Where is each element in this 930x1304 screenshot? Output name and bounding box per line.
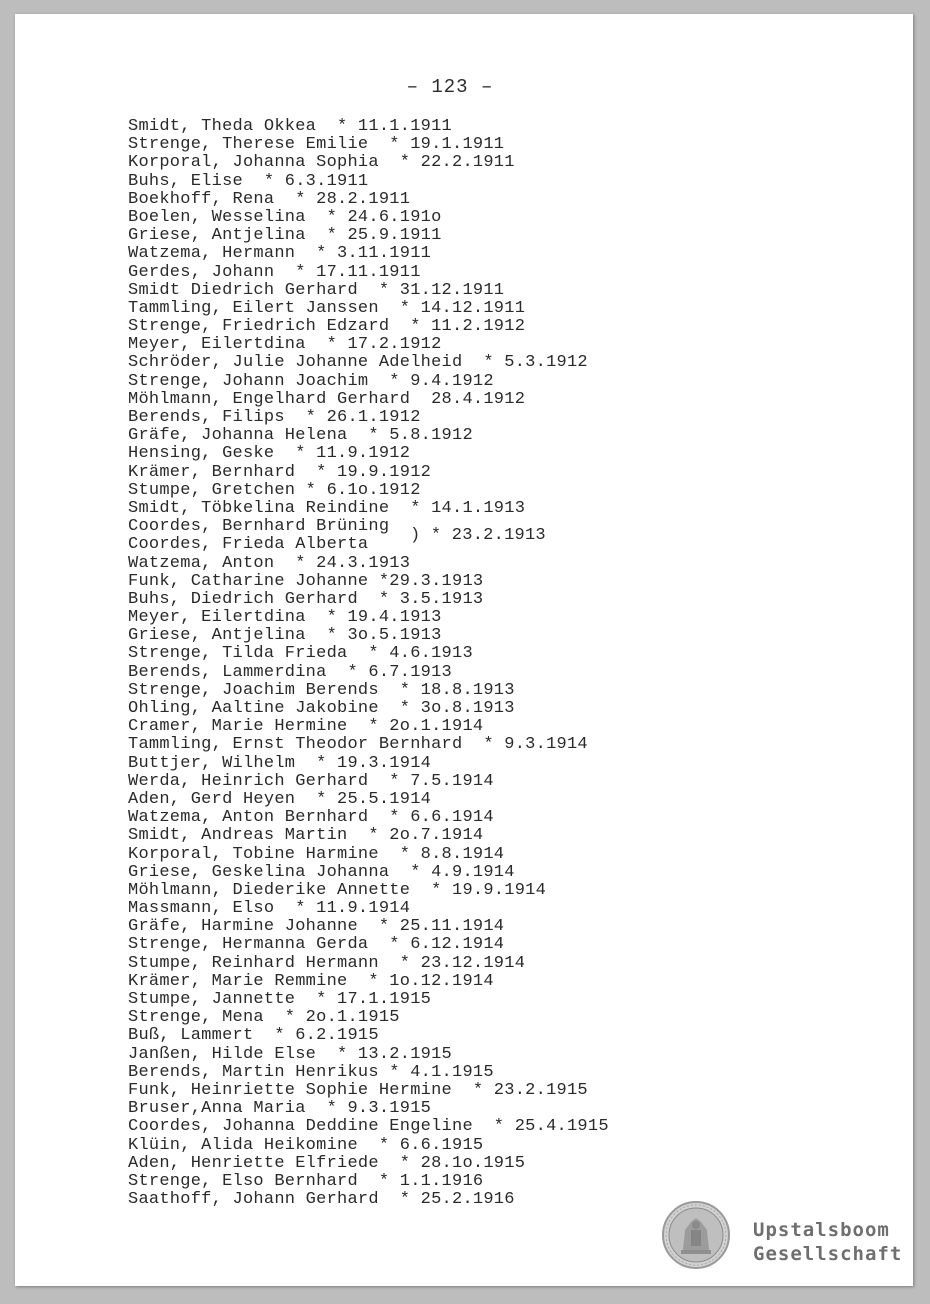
register-entry: Griese, Geskelina Johanna * 4.9.1914 (128, 862, 515, 882)
register-entry: Bruser,Anna Maria * 9.3.1915 (128, 1099, 432, 1119)
society-name (753, 1218, 902, 1266)
register-entry: Saathoff, Johann Gerhard * 25.2.1916 (128, 1190, 515, 1210)
register-entry: Aden, Henriette Elfriede * 28.1o.1915 (128, 1153, 526, 1173)
register-entry: Tammling, Ernst Theodor Bernhard * 9.3.1914 (128, 735, 588, 755)
register-entry: Gräfe, Johanna Helena * 5.8.1912 (128, 426, 473, 446)
register-entry: Ohling, Aaltine Jakobine * 3o.8.1913 (128, 699, 515, 718)
twin-birth-date-note: ) * 23.2.1913 (410, 526, 546, 545)
register-entry: Strenge, Tilda Frieda * 4.6.1913 (128, 644, 473, 664)
society-name-line1: Upstalsboom (753, 1219, 890, 1241)
document-page (15, 14, 913, 1286)
register-entry: Cramer, Marie Hermine * 2o.1.1914 (128, 717, 484, 737)
register-entry: Smidt, Theda Okkea * 11.1.1911 (128, 117, 453, 136)
register-entry: Aden, Gerd Heyen * 25.5.1914 (128, 789, 432, 809)
register-entry: Krämer, Bernhard * 19.9.1912 (128, 462, 432, 482)
register-entry: Strenge, Elso Bernhard * 1.1.1916 (128, 1171, 484, 1191)
page-number: – 123 – (406, 76, 494, 98)
register-entry: Watzema, Anton Bernhard * 6.6.1914 (128, 808, 494, 828)
register-entry: Werda, Heinrich Gerhard * 7.5.1914 (128, 771, 494, 791)
register-entry: Griese, Antjelina * 25.9.1911 (128, 226, 442, 246)
register-entry: Smidt, Andreas Martin * 2o.7.1914 (128, 826, 484, 846)
register-entry: Massmann, Elso * 11.9.1914 (128, 899, 411, 919)
register-entry: Korporal, Johanna Sophia * 22.2.1911 (128, 153, 515, 173)
register-entry: Berends, Lammerdina * 6.7.1913 (128, 662, 453, 682)
register-entry: Krämer, Marie Remmine * 1o.12.1914 (128, 971, 494, 991)
register-entry: Boelen, Wesselina * 24.6.191o (128, 207, 442, 227)
register-entry: Gräfe, Harmine Johanne * 25.11.1914 (128, 917, 505, 937)
register-entry: Funk, Heinriette Sophie Hermine * 23.2.1915 (128, 1080, 588, 1100)
register-entry: Meyer, Eilertdina * 19.4.1913 (128, 608, 442, 628)
register-entry: Schröder, Julie Johanne Adelheid * 5.3.1912 (128, 353, 588, 373)
register-entry: Buß, Lammert * 6.2.1915 (128, 1026, 379, 1046)
register-entry: Stumpe, Gretchen * 6.1o.1912 (128, 480, 421, 500)
birth-register-list (128, 118, 609, 1209)
register-entry: Buhs, Elise * 6.3.1911 (128, 171, 369, 191)
register-entry: Strenge, Joachim Berends * 18.8.1913 (128, 680, 515, 700)
register-entry: Gerdes, Johann * 17.11.1911 (128, 262, 421, 282)
register-entry: Funk, Catharine Johanne *29.3.1913 (128, 571, 484, 591)
register-entry: Hensing, Geske * 11.9.1912 (128, 444, 411, 464)
register-entry: Stumpe, Reinhard Hermann * 23.12.1914 (128, 953, 526, 973)
register-entry: Buhs, Diedrich Gerhard * 3.5.1913 (128, 589, 484, 609)
register-entry: Möhlmann, Engelhard Gerhard 28.4.1912 (128, 389, 526, 409)
register-entry: Watzema, Hermann * 3.11.1911 (128, 244, 432, 264)
register-entry: Watzema, Anton * 24.3.1913 (128, 553, 411, 573)
register-entry: Strenge, Johann Joachim * 9.4.1912 (128, 371, 494, 391)
register-entry: Buttjer, Wilhelm * 19.3.1914 (128, 753, 432, 773)
register-entry: Möhlmann, Diederike Annette * 19.9.1914 (128, 880, 547, 900)
register-entry: Meyer, Eilertdina * 17.2.1912 (128, 335, 442, 355)
register-entry: Stumpe, Jannette * 17.1.1915 (128, 990, 432, 1009)
register-entry: Strenge, Hermanna Gerda * 6.12.1914 (128, 935, 505, 955)
society-name-line2: Gesellschaft (753, 1243, 903, 1265)
register-entry: Coordes, Frieda Alberta (128, 535, 369, 555)
register-entry: Coordes, Bernhard Brüning (128, 517, 390, 537)
society-seal-logo (661, 1200, 731, 1270)
register-entry: Boekhoff, Rena * 28.2.1911 (128, 189, 411, 209)
register-entry: Berends, Filips * 26.1.1912 (128, 408, 421, 427)
register-entry: Strenge, Friedrich Edzard * 11.2.1912 (128, 317, 526, 337)
register-entry: Smidt Diedrich Gerhard * 31.12.1911 (128, 280, 505, 300)
register-entry: Smidt, Töbkelina Reindine * 14.1.1913 (128, 498, 526, 518)
register-entry: Janßen, Hilde Else * 13.2.1915 (128, 1044, 453, 1064)
register-entry: Klüin, Alida Heikomine * 6.6.1915 (128, 1135, 484, 1155)
register-entry: Tammling, Eilert Janssen * 14.12.1911 (128, 298, 526, 318)
register-entry: Korporal, Tobine Harmine * 8.8.1914 (128, 844, 505, 864)
register-entry: Strenge, Mena * 2o.1.1915 (128, 1008, 400, 1028)
register-entry: Strenge, Therese Emilie * 19.1.1911 (128, 135, 505, 155)
register-entry: Griese, Antjelina * 3o.5.1913 (128, 626, 442, 646)
register-entry: Berends, Martin Henrikus * 4.1.1915 (128, 1062, 494, 1082)
register-entry: Coordes, Johanna Deddine Engeline * 25.4.1915 (128, 1117, 609, 1137)
